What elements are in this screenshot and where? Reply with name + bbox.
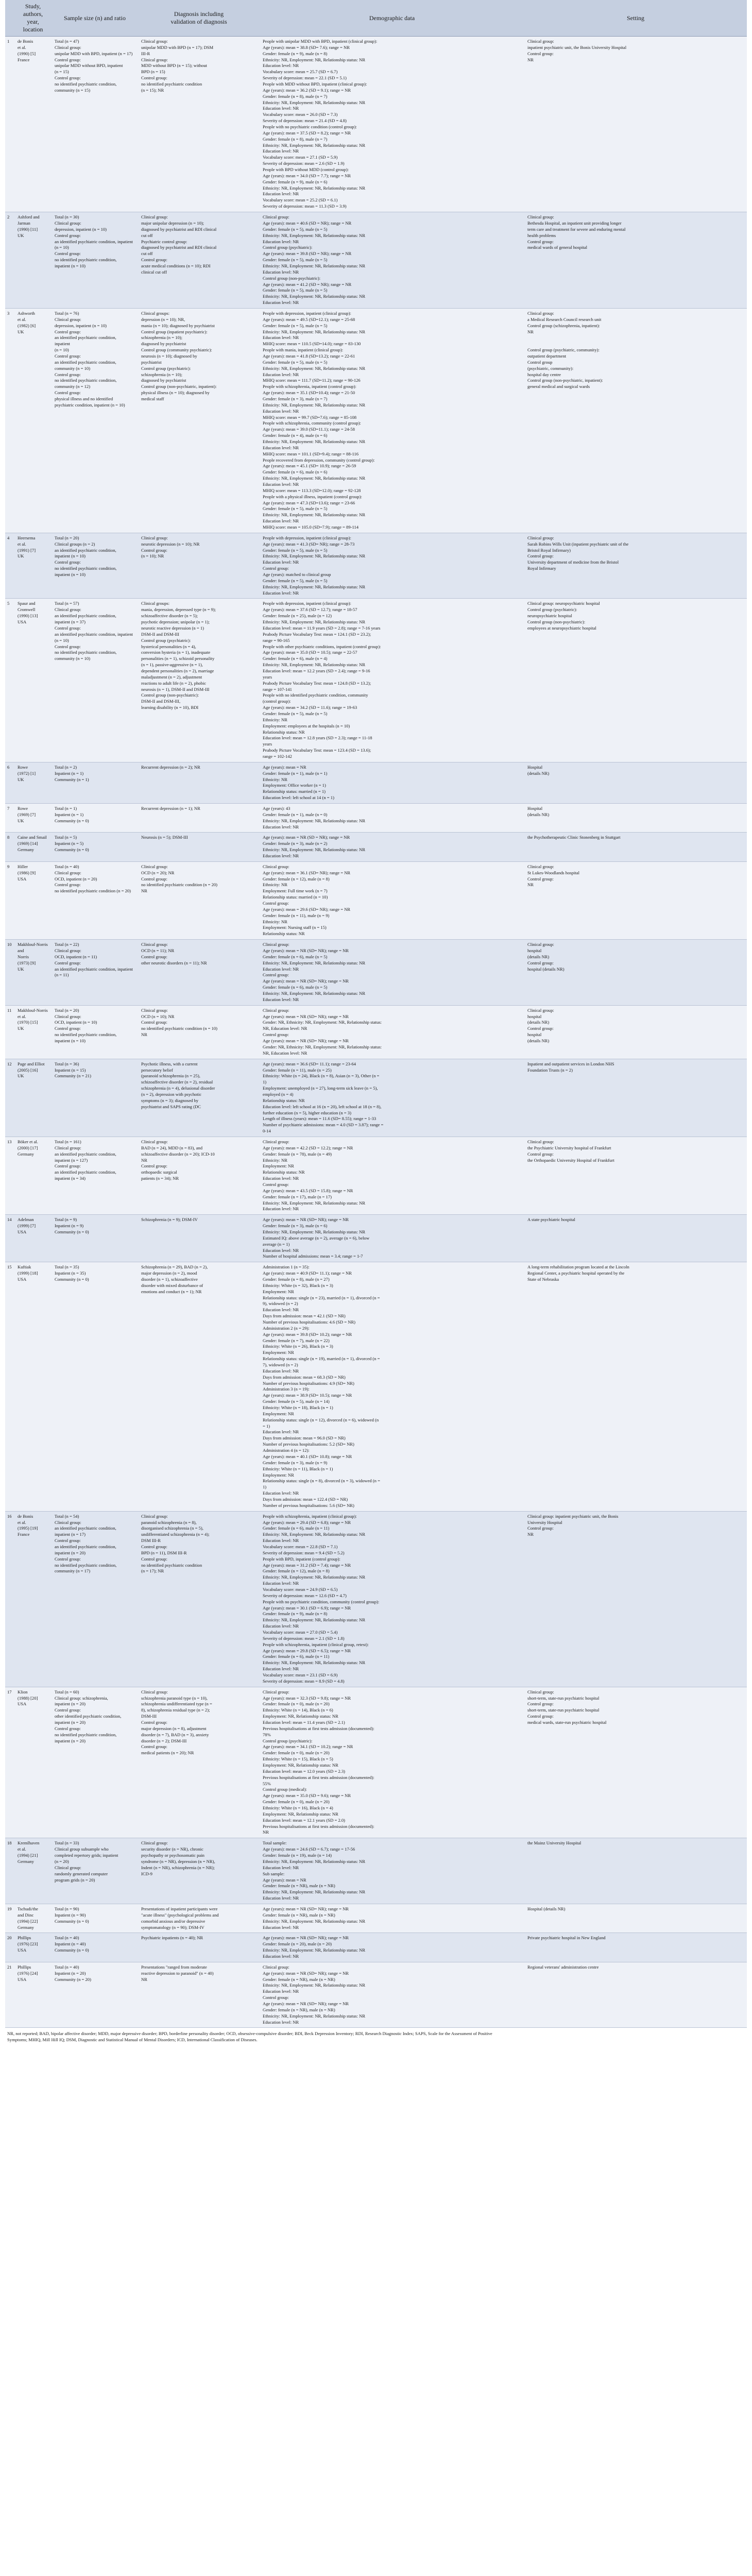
demographics-cell: Age (years): 43 Gender: female (n = 1), male (n = 0) Ethnicity: NR, Employment: NR, Relationship status: NR Education level: NR [260, 803, 524, 832]
setting-cell: Private psychiatric hospital in New England [524, 1933, 747, 1962]
sample-cell: Total (n = 161) Clinical group: an identified psychiatric condition, inpatient (n = 127) Control group: an identified psychiatric condition, inpatient (n = 34) [52, 1137, 138, 1214]
setting-cell: the Mainz University Hospital [524, 1838, 747, 1904]
table-row [5, 940, 747, 1006]
sample-cell: Total (n = 54) Clinical group: an identified psychiatric condition, inpatient (n = 17) Control group: an identified psychiatric condition, inpatient (n = 20) Control group: no identified psychiatric condition, community (n = 17) [52, 1511, 138, 1687]
diagnosis-cell: Clinical group: OCD (n = 11); NR Control group: other neurotic disorders (n = 11); NR [138, 940, 260, 1006]
study-cell: de Bonis et al. (1995) [19] France [14, 1511, 52, 1687]
table-row [5, 1933, 747, 1962]
row-number: 21 [5, 1962, 14, 2028]
diagnosis-cell: Psychiatric inpatients (n = 40); NR [138, 1933, 260, 1962]
sample-cell: Total (n = 30) Clinical group: depression, inpatient (n = 10) Control group: an identified psychiatric condition, inpatient (n = 10) Control group: no identified psychiatric condition, inpatient (n = 10) [52, 212, 138, 309]
study-cell: Heersema et al. (1991) [7] UK [14, 533, 52, 599]
sample-cell: Total (n = 2) Inpatient (n = 1) Community (n = 1) [52, 762, 138, 803]
sample-cell: Total (n = 22) Clinical group: OCD, inpatient (n = 11) Control group: an identified psychiatric condition, inpatient (n = 11) [52, 940, 138, 1006]
header-demographics: Demographic data [260, 0, 524, 37]
table-row [5, 1262, 747, 1511]
row-number: 18 [5, 1838, 14, 1904]
setting-cell: Clinical group: the Psychiatric University hospital of Frankfurt Control group: the Orthopaedic University Hospital of Frankfurt [524, 1137, 747, 1214]
sample-cell: Total (n = 40) Clinical group: OCD, inpatient (n = 20) Control group: no identified psychiatric condition (n = 20) [52, 861, 138, 939]
table-row [5, 803, 747, 832]
study-cell: Adelman (1999) [7] USA [14, 1215, 52, 1262]
study-cell: Hiller (1986) [9] USA [14, 861, 52, 939]
demographics-cell: Clinical group: Age (years): mean = NR (SD= NR); range = NR Gender: female (n = 6), male (n = 5) Ethnicity: NR, Employment: NR, Relationship status: NR Education level: NR Control group: Age (years): mean = NR (SD= NR); range = NR Gender: female (n = 6), male (n = 5) Ethnicity: NR, Employment: NR, Relationship status: NR Education level: NR [260, 940, 524, 1006]
table-row [5, 861, 747, 939]
row-number: 15 [5, 1262, 14, 1511]
diagnosis-cell: Presentations of inpatient participants were "acute illness" (psychological problems and comorbid anxious and/or depressive symptomatology (n = 90); DSM-IV [138, 1904, 260, 1933]
table-row [5, 1137, 747, 1214]
setting-cell: Clinical group: Sarah Robins Wills Unit (inpatient psychiatric unit of the Bristol Royal Infirmary) Control group: University department of medicine from the Bristol Royal Infirmary [524, 533, 747, 599]
row-number: 3 [5, 308, 14, 533]
study-cell: Böker et al. (2000) [17] Germany [14, 1137, 52, 1214]
demographics-cell: Age (years): mean = NR (SD= NR); range = NR Gender: female (n = 3), male (n = 6) Ethnicity: NR, Employment: NR, Relationship status: NR Estimated IQ: above average (n = 2), average (n = 6), below average (n = 1) Education level: NR Number of hospital admissions: mean = 3.4; range = 1-7 [260, 1215, 524, 1262]
sample-cell: Total (n = 20) Clinical group: OCD, inpatient (n = 10) Control group: no identified psychiatric condition, inpatient (n = 10) [52, 1005, 138, 1059]
sample-cell: Total (n = 60) Clinical group: schizophrenia, inpatient (n = 20) Control group: other identified psychiatric condition, inpatient (n = 20) Control group: no identified psychiatric condition, inpatient (n = 20) [52, 1687, 138, 1838]
study-cell: Kremlhaven et al. (1994) [21] Germany [14, 1838, 52, 1904]
setting-cell: the Psychotherapeutic Clinic Stonenberg in Stuttgart [524, 833, 747, 861]
demographics-cell: Total sample: Age (years): mean = 24.6 (SD = 6.7); range = 17-56 Gender: female (n = 19), male (n = 14) Ethnicity: NR, Employment: NR, Relationship status: NR Education level: NR Sub sample: Age (years): mean = NR Gender: female (n = NR), male (n = NR) Ethnicity: NR, Employment: NR, Relationship status: NR Education level: NR [260, 1838, 524, 1904]
diagnosis-cell: Recurrent depression (n = 2); NR [138, 762, 260, 803]
diagnosis-cell: Clinical group: OCD (n = 10); NR Control group: no identified psychiatric condition (n = 10) NR [138, 1005, 260, 1059]
table-row [5, 1059, 747, 1137]
demographics-cell: Administration 1 (n = 35): Age (years): mean = 40.9 (SD= 11.1); range = NR Gender: female (n = 8), male (n = 27) Ethnicity: White (n = 32), Black (n = 3) Employment: NR Relationship status: single (n = 23), married (n = 1), divorced (n = 9), widowed (n = 2) Education level: NR Days from admission: mean = 42.1 (SD = NR) Number of previous hospitalisations: 4.6 (SD = NR) Administration 2 (n = 29): Age (years): mean = 39.8 (SD= 10.2); range = NR Gender: female (n = 7), male (n = 22) Ethnicity: White (n = 26), Black (n = 3) Employment: NR Relationship status: single (n = 19), married (n = 1), divorced (n = 7), widowed (n = 2) Education level: NR Days from admission: mean = 68.3 (SD = NR) Number of previous hospitalisations: 4.9 (SD= NR) Administration 3 (n = 19): Age (years): mean = 38.9 (SD= 10.5); range = NR Gender: female (n = 5), male (n = 14) Ethnicity: White (n = 18), Black (n = 1) Employment: NR Relationship status: single (n = 12), divorced (n = 6), widowed (n = 1) Education level: NR Days from admission: mean = 96.0 (SD = NR) Number of previous hospitalisations: 5.2 (SD= NR) Administration 4 (n = 12): Age (years): mean = 40.1 (SD= 10.8); range = NR Gender: female (n = 3), male (n = 9) Ethnicity: White (n = 11), Black (n = 1) Employment: NR Relationship status: single (n = 8), divorced (n = 3), widowed (n = 1) Education level: NR Days from admission: mean = 122.4 (SD = NR) Number of previous hospitalisations: 5.6 (SD= NR) [260, 1262, 524, 1511]
diagnosis-cell: Schizophrenia (n = 9); DSM-IV [138, 1215, 260, 1262]
table-body [5, 37, 747, 2028]
row-number: 20 [5, 1933, 14, 1962]
row-number: 10 [5, 940, 14, 1006]
diagnosis-cell: Clinical group: paranoid schizophrenia (n = 8), disorganised schizophrenia (n = 5), undifferentiated schizophrenia (n = 4); DSM III-R Control group: BPD (n = 11), DSM III-R Control group: no identified psychiatric condition (n = 17); NR [138, 1511, 260, 1687]
sample-cell: Total (n = 90) Inpatient (n = 90) Community (n = 0) [52, 1904, 138, 1933]
diagnosis-cell: Clinical group: unipolar MDD with BPD (n = 17); DSM III-R Clinical group: MDD without BPD (n = 15); without BPD (n = 15) Control group: no identified psychiatric condition (n = 15); NR [138, 37, 260, 212]
sample-cell: Total (n = 40) Inpatient (n = 40) Community (n = 0) [52, 1933, 138, 1962]
row-number: 17 [5, 1687, 14, 1838]
setting-cell: Hospital (details NR) [524, 1904, 747, 1933]
header-diagnosis: Diagnosis including validation of diagnosis [138, 0, 260, 37]
table-row [5, 308, 747, 533]
setting-cell: Clinical group: short-term, state-run psychiatric hospital Control group: short-term, state-run psychiatric hospital Control group: medical wards, state-run psychiatric hospital [524, 1687, 747, 1838]
header-number [5, 0, 14, 37]
row-number: 8 [5, 833, 14, 861]
table-row [5, 37, 747, 212]
diagnosis-cell: Schizophrenia (n = 29), BAD (n = 2), major depression (n = 2), mood disorder (n = 1), schizoaffective disorder with mixed disturbance of emotions and conduct (n = 1); NR [138, 1262, 260, 1511]
table-row [5, 1687, 747, 1838]
setting-cell: Inpatient and outpatient services in London NHS Foundation Trusts (n = 2) [524, 1059, 747, 1137]
setting-cell: Clinical group: inpatient psychiatric unit, the Bonis University Hospital Control group: NR [524, 37, 747, 212]
setting-cell: Hospital (details NR) [524, 762, 747, 803]
table-footnote: NR, not reported; BAD, bipolar affective disorder; MDD, major depressive disorder; BPD, borderline personality disorder; OCD, obsessive-compulsive disorder; BDI, Beck Depression Inventory; RDI, Research Diagnostic Index; SAPS, Scale for the Assessment of Positive Symptoms; MHIQ, Mill Hill IQ; DSM, Diagnostic and Statistical Manual of Mental Disorders; ICD, International Classification of Diseases. [7, 2031, 492, 2042]
demographics-cell: Age (years): mean = NR (SD= NR); range = NR Gender: female (n = NR), male (n = NR) Ethnicity: NR, Employment: NR, Relationship status: NR Education level: NR [260, 1904, 524, 1933]
table-row [5, 1904, 747, 1933]
table-row [5, 1511, 747, 1687]
table-row [5, 833, 747, 861]
demographics-cell: Clinical group: Age (years): mean = 42.2 (SD = 12.2); range = NR Gender: female (n = 78), male (n = 49) Ethnicity: NR Employment: NR Relationship status: NR Education level: NR Control group: Age (years): mean = 43.5 (SD = 15.8); range = NR Gender: female (n = 17), male (n = 17) Ethnicity: NR, Employment: NR, Relationship status: NR Education level: NR [260, 1137, 524, 1214]
study-characteristics-table [5, 0, 747, 2028]
table-row [5, 533, 747, 599]
diagnosis-cell: Clinical group: neurotic depression (n = 10); NR Control group: (n = 10); NR [138, 533, 260, 599]
study-cell: Phillips (1976) [23] USA [14, 1933, 52, 1962]
table-header-row [5, 0, 747, 37]
header-setting: Setting [524, 0, 747, 37]
sample-cell: Total (n = 76) Clinical group: depression, inpatient (n = 10) Control group: an identified psychiatric condition, inpatient (n = 10) Control group: an identified psychiatric condition, community (n = 10) Control group: no identified psychiatric condition, community (n = 12) Control group: physical illness and no identified psychiatric condition, inpatient (n = 10) [52, 308, 138, 533]
demographics-cell: Clinical group: Age (years): mean = NR (SD= NR); range = NR Gender: female (n = NR), male (n = NR) Ethnicity: NR, Employment: NR, Relationship status: NR Education level: NR Control group: Age (years): mean = NR (SD= NR); range = NR Gender: female (n = NR), male (n = NR) Ethnicity: NR, Employment: NR, Relationship status: NR Education level: NR [260, 1962, 524, 2028]
row-number: 5 [5, 599, 14, 762]
document-page [5, 0, 747, 2043]
table-row [5, 599, 747, 762]
sample-cell: Total (n = 33) Clinical group subsample who completed repertory grids; inpatient (n = 20) Clinical group: randomly generated computer program grids (n = 20) [52, 1838, 138, 1904]
demographics-cell: People with depression, inpatient (clinical group): Age (years): mean = 37.6 (SD = 12.7); range = 18-57 Gender: female (n = 25), male (n = 12) Ethnicity: NR, Employment: NR, Relationship status: NR Education level: mean = 11.9 years (SD = 2.8); range = 7-16 years Peabody Picture Vocabulary Test: mean = 124.1 (SD = 23.2); range = 90-165 People with other psychiatric conditions, inpatient (control group): Age (years): mean = 35.0 (SD = 10.5); range = 22-57 Gender: female (n = 6), male (n = 4) Ethnicity: NR, Employment: NR, Relationship status: NR Education level: mean = 12.2 years (SD = 2.4); range = 9-16 years Peabody Picture Vocabulary Test: mean = 124.8 (SD = 13.2); range = 107-141 People with no identified psychiatric condition, community (control group): Age (years): mean = 34.2 (SD = 11.6); range = 19-63 Gender: female (n = 5), male (n = 5) Ethnicity: NR Employment: employees at the hospitals (n = 10) Relationship status: NR Education level: mean = 12.8 years (SD = 2.3); range = 11-18 years Peabody Picture Vocabulary Test: mean = 123.4 (SD = 13.6); range = 102-142 [260, 599, 524, 762]
study-cell: Rowe (1972) [1] UK [14, 762, 52, 803]
study-cell: Makhlouf-Norris and Norris (1973) [9] UK [14, 940, 52, 1006]
diagnosis-cell: Recurrent depression (n = 1); NR [138, 803, 260, 832]
demographics-cell: Clinical group: Age (years): mean = NR (SD= NR); range = NR Gender: NR, Ethnicity: NR, Employment: NR, Relationship status: NR, Education level: NR Control group: Age (years): mean = NR (SD= NR); range = NR Gender: NR, Ethnicity: NR, Employment: NR, Relationship status: NR, Education level: NR [260, 1005, 524, 1059]
sample-cell: Total (n = 36) Inpatient (n = 15) Community (n = 21) [52, 1059, 138, 1137]
row-number: 6 [5, 762, 14, 803]
row-number: 7 [5, 803, 14, 832]
row-number: 13 [5, 1137, 14, 1214]
diagnosis-cell: Clinical group: major unipolar depression (n = 10); diagnosed by psychiatrist and RDI clinical cut off Psychiatric control group: diagnosed by psychiatrist and RDI clinical cut off Control group: acute medical conditions (n = 10); RDI clinical cut off [138, 212, 260, 309]
study-cell: de Bonis et al. (1990) [5] France [14, 37, 52, 212]
setting-cell: Clinical group: inpatient psychiatric unit, the Bonis University Hospital Control group: NR [524, 1511, 747, 1687]
table-row [5, 1962, 747, 2028]
study-cell: Phillips (1976) [24] USA [14, 1962, 52, 2028]
table-row [5, 1005, 747, 1059]
demographics-cell: Age (years): mean = NR Gender: female (n = 1), male (n = 1) Ethnicity: NR Employment: Office worker (n = 1) Relationship status: married (n = 1) Education level: left school at 14 (n = 1) [260, 762, 524, 803]
row-number: 19 [5, 1904, 14, 1933]
setting-cell: Hospital (details NR) [524, 803, 747, 832]
sample-cell: Total (n = 35) Inpatient (n = 35) Community (n = 0) [52, 1262, 138, 1511]
demographics-cell: Age (years): mean = 36.6 (SD= 11.1); range = 23-64 Gender: female (n = 11), male (n = 25) Ethnicity: White (n = 24), Black (n = 8), Asian (n = 3), Other (n = 1) Employment: unemployed (n = 27), long-term sick leave (n = 5), employed (n = 4) Relationship status: NR Education level: left school at 16 (n = 20), left school at 18 (n = 8), further education (n = 5), higher education (n = 3) Length of illness (years): mean = 11.6 (SD= 8.55); range = 1-33 Number of psychiatric admissions: mean = 4.0 (SD = 3.87); range = 0-14 [260, 1059, 524, 1137]
setting-cell: A state psychiatric hospital [524, 1215, 747, 1262]
row-number: 9 [5, 861, 14, 939]
setting-cell: Clinical group: a Medical Research Council research unit Control group (schizophrenia, inpatient): NR Control group (psychiatric, community): outpatient department Control group (psychiatric, community): hospital day centre Control group (non-psychiatric, inpatient): general medical and surgical wards [524, 308, 747, 533]
header-study: Study, authors, year, location [14, 0, 52, 37]
sample-cell: Total (n = 47) Clinical group: unipolar MDD with BPD, inpatient (n = 17) Control group: unipolar MDD without BPD, inpatient (n = 15) Control group: no identified psychiatric condition, community (n = 15) [52, 37, 138, 212]
diagnosis-cell: Clinical group: BAD (n = 24), MDD (n = 83), and schizoaffective disorder (n = 20); ICD-10 NR Control group: orthopaedic surgical patients (n = 34); NR [138, 1137, 260, 1214]
setting-cell: Regional veterans' administration centre [524, 1962, 747, 2028]
table-row [5, 762, 747, 803]
diagnosis-cell: Clinical group: OCD (n = 20); NR Control group: no identified psychiatric condition (n = 20) NR [138, 861, 260, 939]
row-number: 2 [5, 212, 14, 309]
demographics-cell: People with depression, inpatient (clinical group): Age (years): mean = 49.5 (SD=12.1); range = 25-68 Gender: female (n = 5), male (n = 5) Ethnicity: NR, Employment: NR, Relationship status: NR Education level: NR MHIQ score: mean = 110.5 (SD=14.0); range = 83-130 People with mania, inpatient (clinical group): Age (years): mean = 41.8 (SD=13.2); range = 22-61 Gender: female (n = 5), male (n = 5) Ethnicity: NR, Employment: NR, Relationship status: NR Education level: NR MHIQ score: mean = 111.7 (SD=11.2); range = 90-126 People with schizophrenia, inpatient (control group): Age (years): mean = 35.1 (SD=10.4); range = 21-50 Gender: female (n = 3), male (n = 7) Ethnicity: NR, Employment: NR, Relationship status: NR Education level: NR MHIQ score: mean = 99.7 (SD=7.6); range = 85-108 People with schizophrenia, community (control group): Age (years): mean = 39.0 (SD=11.1); range = 24-58 Gender: female (n = 4), male (n = 6) Ethnicity: NR, Employment: NR, Relationship status: NR Education level: NR MHIQ score: mean = 101.1 (SD=9.4); range = 88-116 People recovered from depression, community (control group): Age (years): mean = 45.1 (SD= 10.9); range = 26-59 Gender: female (n = 6), male (n = 6) Ethnicity: NR, Employment: NR, Relationship status: NR Education level: NR MHIQ score: mean = 113.3 (SD=12.0); range = 92-128 People with a physical illness, inpatient (control group): Age (years): mean = 47.3 (SD=13.6); range = 23-66 Gender: female (n = 5), male (n = 5) Ethnicity: NR, Employment: NR, Relationship status: NR Education level: NR MHIQ score: mean = 105.0 (SD=7.9); range = 89-114 [260, 308, 524, 533]
study-cell: Kuftiak (1999) [18] USA [14, 1262, 52, 1511]
sample-cell: Total (n = 20) Clinical groups (n = 2) an identified psychiatric condition, inpatient (n = 10) Control group: no identified psychiatric condition, inpatient (n = 10) [52, 533, 138, 599]
study-cell: Page and Elliot (2005) [16] UK [14, 1059, 52, 1137]
study-cell: Caine and Smail (1969) [14] Germany [14, 833, 52, 861]
diagnosis-cell: Clinical groups: mania, depression, depressed type (n = 9); schizoaffective disorder (n = 5); psychotic depression; unipolar (n = 1); neurotic reactive depression (n = 1) DSM-II and DSM-III Control group (psychiatric): hysterical personalities (n = 4), conversion hysteria (n = 1), inadequate personalities (n = 1), schizoid personality (n = 1), passive-aggressive (n = 1), dependent personalities (n = 2), marriage maladjustment (n = 2), adjustment reactions to adult life (n = 2), phobic neurosis (n = 1), DSM-II and DSM-III Control group (non-psychiatric): DSM-II and DSM-III, learning disability (n = 10), BDI [138, 599, 260, 762]
demographics-cell: People with depression, inpatient (clinical group): Age (years): mean = 41.3 (SD= NR); range = 28-73 Gender: female (n = 5), male (n = 5) Ethnicity: NR, Employment: NR, Relationship status: NR Education level: NR Control group: Age (years): matched to clinical group Gender: female (n = 5), male (n = 5) Ethnicity: NR, Employment: NR, Relationship status: NR Education level: NR [260, 533, 524, 599]
diagnosis-cell: Presentations "ranged from moderate reactive depression to paranoid" (n = 40) NR [138, 1962, 260, 2028]
study-cell: Rowe (1969) [7] UK [14, 803, 52, 832]
setting-cell: A long-term rehabilitation program located at the Lincoln Regional Center, a psychiatric hospital operated by the State of Nebraska [524, 1262, 747, 1511]
sample-cell: Total (n = 40) Inpatient (n = 20) Community (n = 20) [52, 1962, 138, 2028]
demographics-cell: People with unipolar MDD with BPD, inpatient (clinical group): Age (years): mean = 38.8 (SD= 7.6); range = NR Gender: female (n = 9), male (n = 8) Ethnicity: NR, Employment: NR, Relationship status: NR Education level: NR Vocabulary score: mean = 25.7 (SD = 6.7) Severity of depression: mean = 22.1 (SD = 5.1) People with MDD without BPD, inpatient (clinical group): Age (years): mean = 36.2 (SD = 9.1); range = NR Gender: female (n = 8), male (n = 7) Ethnicity: NR, Employment: NR, Relationship status: NR Education level: NR Vocabulary score: mean = 26.0 (SD = 7.3) Severity of depression: mean = 21.4 (SD = 4.8) People with no psychiatric condition (control group): Age (years): mean = 37.5 (SD = 8.2); range = NR Gender: female (n = 8), male (n = 7) Ethnicity: NR, Employment: NR, Relationship status: NR Education level: NR Vocabulary score: mean = 27.1 (SD = 5.9) Severity of depression: mean = 2.6 (SD = 1.9) People with BPD without MDD (control group): Age (years): mean = 34.0 (SD = 7.7); range = NR Gender: female (n = 9), male (n = 6) Ethnicity: NR, Employment: NR, Relationship status: NR Education level: NR Vocabulary score: mean = 25.2 (SD = 6.1) Severity of depression: mean = 11.3 (SD = 3.9) [260, 37, 524, 212]
study-cell: Makhlouf-Norris et al. (1970) [15] UK [14, 1005, 52, 1059]
diagnosis-cell: Clinical groups: depression (n = 10); NR, mania (n = 10); diagnosed by psychiatrist Control group (inpatient psychiatric): schizophrenia (n = 10); diagnosed by psychiatrist Control group (community psychiatric): neurosis (n = 10); diagnosed by psychiatrist Control group (psychiatric): schizophrenia (n = 10); diagnosed by psychiatrist Control group (non-psychiatric, inpatient): physical illness (n = 10); diagnosed by medical staff [138, 308, 260, 533]
sample-cell: Total (n = 57) Clinical group: an identified psychiatric condition, inpatient (n = 37) Control group: an identified psychiatric condition, inpatient (n = 10) Control group: no identified psychiatric condition, community (n = 10) [52, 599, 138, 762]
sample-cell: Total (n = 9) Inpatient (n = 9) Community (n = 0) [52, 1215, 138, 1262]
row-number: 16 [5, 1511, 14, 1687]
demographics-cell: Clinical group: Age (years): mean = 40.6 (SD = NR); range = NR Gender: female (n = 5), male (n = 5) Ethnicity: NR, Employment: NR, Relationship status: NR Education level: NR Control group (psychiatric): Age (years): mean = 39.8 (SD = NR); range = NR Gender: female (n = 5), male (n = 5) Ethnicity: NR, Employment: NR, Relationship status: NR Education level: NR Control group (non-psychiatric): Age (years): mean = 41.2 (SD = NR); range = NR Gender: female (n = 5), male (n = 5) Ethnicity: NR, Employment: NR, Relationship status: NR Education level: NR [260, 212, 524, 309]
study-cell: Ashford and Jarman (1990) [11] UK [14, 212, 52, 309]
diagnosis-cell: Clinical group: schizophrenia paranoid type (n = 10), schizophrenia undifferentiated type (n = 8), schizophrenia residual type (n = 2); DSM-III Control group: major depression (n = 8), adjustment disorder (n = 7), BAD (n = 3), anxiety disorder (n = 2); DSM-III Control group: medical patients (n = 20); NR [138, 1687, 260, 1838]
setting-cell: Clinical group: neuropsychiatric hospital Control group (psychiatric): neuropsychiatric hospital Control group (non-psychiatric): employees at neuropsychiatric hospital [524, 599, 747, 762]
table-row [5, 1838, 747, 1904]
table-row [5, 1215, 747, 1262]
sample-cell: Total (n = 5) Inpatient (n = 5) Community (n = 0) [52, 833, 138, 861]
diagnosis-cell: Clinical group: security disorder (n = NR), chronic psychopathy or psychosomatic pain syndrome (n = NR), depression (n = NR), Indent (n = NR), schizophrenia (n = NR); ICD-9 [138, 1838, 260, 1904]
study-cell: Klion (1988) [20] USA [14, 1687, 52, 1838]
study-cell: Ashworth et al. (1982) [6] UK [14, 308, 52, 533]
row-number: 12 [5, 1059, 14, 1137]
study-cell: Tschudi/the and Dinc (1994) [22] Germany [14, 1904, 52, 1933]
table-row [5, 212, 747, 309]
header-sample: Sample size (n) and ratio [52, 0, 138, 37]
demographics-cell: Clinical group: Age (years): mean = 32.3 (SD = 9.8); range = NR Gender: female (n = 0), male (n = 20) Ethnicity: White (n = 14), Black (n = 6) Employment: NR, Relationship status: NR Education level: mean = 11.4 years (SD = 2.1) Previous hospitalisations at first tests admission (documented): 78% Control group (psychiatric): Age (years): mean = 34.1 (SD = 10.2); range = NR Gender: female (n = 0), male (n = 20) Ethnicity: White (n = 15), Black (n = 5) Employment: NR, Relationship status: NR Education level: mean = 12.0 years (SD = 2.3) Previous hospitalisations at first tests admission (documented): 55% Control group (medical): Age (years): mean = 35.0 (SD = 9.6); range = NR Gender: female (n = 0), male (n = 20) Ethnicity: White (n = 16), Black (n = 4) Employment: NR, Relationship status: NR Education level: mean = 12.1 years (SD = 2.0) Previous hospitalisations at first tests admission (documented): NR [260, 1687, 524, 1838]
row-number: 14 [5, 1215, 14, 1262]
setting-cell: Clinical group: Bethesda Hospital, an inpatient unit providing longer term care and treatment for severe and enduring mental health problems Control group: medical wards of general hospital [524, 212, 747, 309]
setting-cell: Clinical group: St Lukes-Woodlands hospital Control group: NR [524, 861, 747, 939]
study-cell: Spaur and Cromwell (1990) [13] USA [14, 599, 52, 762]
demographics-cell: People with schizophrenia, inpatient (clinical group): Age (years): mean = 29.4 (SD = 6.8); range = NR Gender: female (n = 6), male (n = 11) Ethnicity: NR, Employment: NR, Relationship status: NR Education level: NR Vocabulary score: mean = 22.8 (SD = 7.1) Severity of depression: mean = 9.4 (SD = 5.2) People with BPD, inpatient (control group): Age (years): mean = 31.2 (SD = 7.4); range = NR Gender: female (n = 12), male (n = 8) Ethnicity: NR, Employment: NR, Relationship status: NR Education level: NR Vocabulary score: mean = 24.9 (SD = 6.5) Severity of depression: mean = 12.6 (SD = 4.7) People with no psychiatric condition, community (control group): Age (years): mean = 30.1 (SD = 6.9); range = NR Gender: female (n = 9), male (n = 8) Ethnicity: NR, Employment: NR, Relationship status: NR Education level: NR Vocabulary score: mean = 27.0 (SD = 5.4) Severity of depression: mean = 2.1 (SD = 1.8) People with schizophrenia, inpatient (clinical group, retest): Age (years): mean = 29.8 (SD = 6.5); range = NR Gender: female (n = 6), male (n = 11) Ethnicity: NR, Employment: NR, Relationship status: NR Education level: NR Vocabulary score: mean = 23.1 (SD = 6.9) Severity of depression: mean = 8.9 (SD = 4.8) [260, 1511, 524, 1687]
row-number: 4 [5, 533, 14, 599]
demographics-cell: Age (years): mean = NR (SD = NR); range = NR Gender: female (n = 3), male (n = 2) Ethnicity: NR, Employment: NR, Relationship status: NR Education level: NR [260, 833, 524, 861]
setting-cell: Clinical group: hospital (details NR) Control group: hospital (details NR) [524, 1005, 747, 1059]
diagnosis-cell: Neurosis (n = 5); DSM-III [138, 833, 260, 861]
row-number: 11 [5, 1005, 14, 1059]
demographics-cell: Clinical group: Age (years): mean = 36.1 (SD= NR); range = NR Gender: female (n = 12), male (n = 8) Ethnicity: NR Employment: Full time work (n = 7) Relationship status: married (n = 10) Control group: Age (years): mean = 29.6 (SD= NR); range = NR Gender: female (n = 11), male (n = 9) Ethnicity: NR Employment: Nursing staff (n = 15) Relationship status: NR [260, 861, 524, 939]
sample-cell: Total (n = 1) Inpatient (n = 1) Community (n = 0) [52, 803, 138, 832]
demographics-cell: Age (years): mean = NR (SD= NR); range = NR Gender: female (n = 20), male (n = 20) Ethnicity: NR, Employment: NR, Relationship status: NR Education level: NR [260, 1933, 524, 1962]
diagnosis-cell: Psychotic illness, with a current persecutory belief (paranoid schizophrenia (n = 25), schizoaffective disorder (n = 2), residual schizophrenia (n = 4), delusional disorder (n = 2), depression with psychotic symptoms (n = 3); diagnosed by psychiatrist and SAPS rating (DC [138, 1059, 260, 1137]
row-number: 1 [5, 37, 14, 212]
setting-cell: Clinical group: hospital (details NR) Control group: hospital (details NR) [524, 940, 747, 1006]
